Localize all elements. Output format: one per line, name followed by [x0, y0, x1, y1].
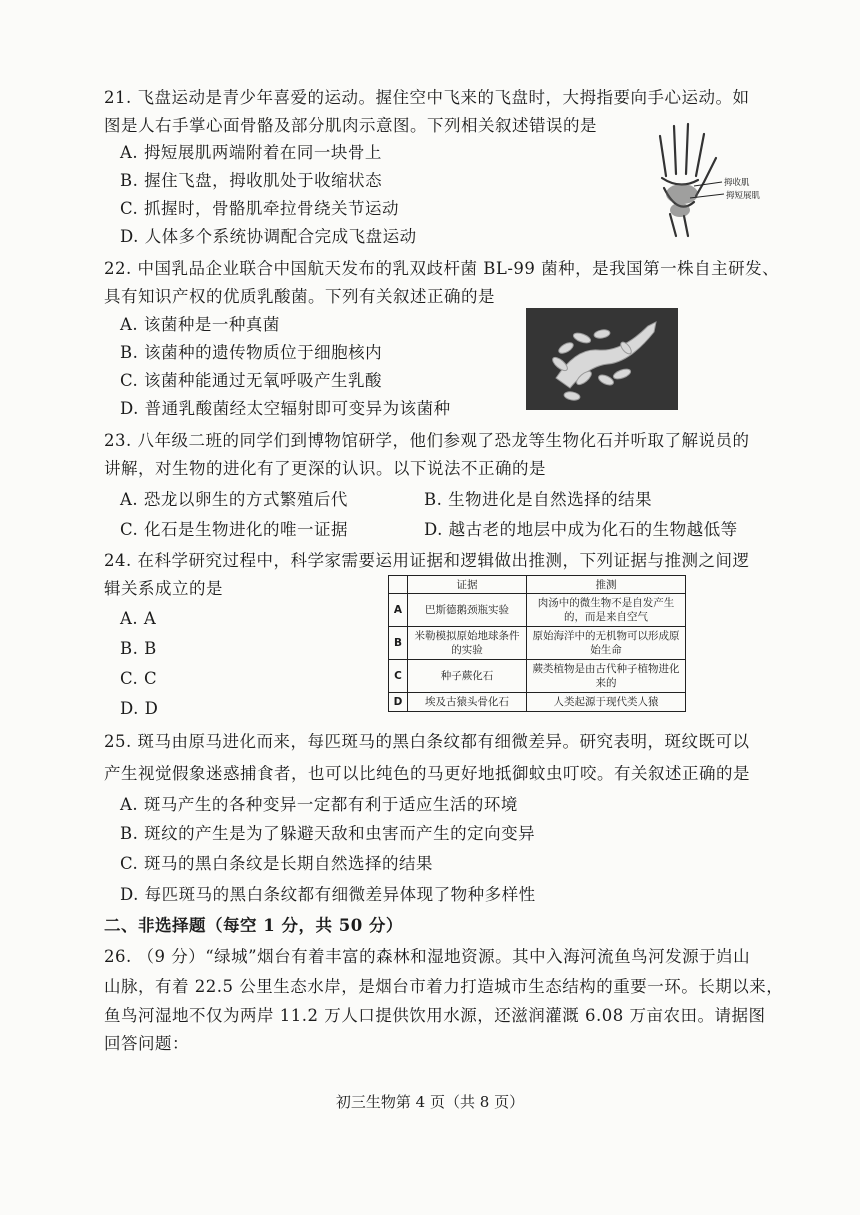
q21-stem-line2: 图是人右手掌心面骨骼及部分肌肉示意图。下列相关叙述错误的是: [104, 116, 597, 135]
q25-stem-line1: 25. 斑马由原马进化而来，每匹斑马的黑白条纹都有细微差异。研究表明，斑纹既可以: [104, 732, 750, 751]
row-evidence: 种子蕨化石: [408, 660, 527, 693]
table-row: [389, 594, 686, 627]
label-abductor-pollicis-brevis: 拇短展肌: [726, 191, 761, 201]
hand-skeleton-figure: [630, 118, 770, 240]
finger-bone-2: [674, 126, 676, 174]
q24-option-c: C. C: [120, 669, 158, 688]
row-key: B: [389, 627, 408, 660]
q26-line1: 26. （9 分）“绿城”烟台有着丰富的森林和湿地资源。其中入海河流鱼鸟河发源于岿山: [104, 947, 751, 966]
page-footer: 初三生物第 4 页（共 8 页）: [335, 1093, 525, 1111]
row-evidence: 埃及古猿头骨化石: [408, 693, 527, 712]
q23-stem-line2: 讲解，对生物的进化有了更深的认识。以下说法不正确的是: [104, 459, 546, 478]
q23-stem-line1: 23. 八年级二班的同学们到博物馆研学，他们参观了恐龙等生物化石并听取了解说员的: [104, 431, 750, 450]
row-inference: 人类起源于现代类人猿: [527, 693, 686, 712]
q22-option-c: C. 该菌种能通过无氧呼吸产生乳酸: [120, 371, 383, 390]
row-key: C: [389, 660, 408, 693]
q24-option-a: A. A: [120, 609, 157, 628]
q22-option-b: B. 该菌种的遗传物质位于细胞核内: [120, 343, 383, 362]
table-row: [389, 693, 686, 712]
row-inference: 原始海洋中的无机物可以形成原始生命: [527, 627, 686, 660]
bacteria-micrograph: [526, 308, 678, 410]
finger-bone-3: [686, 124, 688, 174]
table-header-row: [389, 576, 686, 594]
q24-stem-line1: 24. 在科学研究过程中，科学家需要运用证据和逻辑做出推测，下列证据与推测之间逻: [104, 551, 750, 570]
row-key: A: [389, 594, 408, 627]
finger-bone-1: [660, 136, 666, 176]
q26-line2: 山脉，有着 22.5 公里生态水岸，是烟台市着力打造城市生态结构的重要一环。长期以来，: [104, 977, 784, 996]
table-header-inference: 推测: [527, 576, 686, 594]
row-inference: 蕨类植物是由古代种子植物进化来的: [527, 660, 686, 693]
q25-option-c: C. 斑马的黑白条纹是长期自然选择的结果: [120, 854, 434, 873]
section2-title: 二、非选择题（每空 1 分，共 50 分）: [104, 916, 403, 935]
table-header-evidence: 证据: [408, 576, 527, 594]
q21-option-d: D. 人体多个系统协调配合完成飞盘运动: [120, 227, 417, 246]
row-evidence: 巴斯德鹅颈瓶实验: [408, 594, 527, 627]
finger-bone-4: [696, 134, 704, 176]
table-row: [389, 660, 686, 693]
q25-option-d: D. 每匹斑马的黑白条纹都有细微差异体现了物种多样性: [120, 885, 536, 904]
q23-option-d: D. 越古老的地层中成为化石的生物越低等: [424, 520, 738, 539]
q22-stem-line2: 具有知识产权的优质乳酸菌。下列有关叙述正确的是: [104, 287, 495, 306]
q22-option-d: D. 普通乳酸菌经太空辐射即可变异为该菌种: [120, 399, 451, 418]
q23-option-b: B. 生物进化是自然选择的结果: [424, 490, 653, 509]
q21-stem-line1: 21. 飞盘运动是青少年喜爱的运动。握住空中飞来的飞盘时，大拇指要向手心运动。如: [104, 88, 750, 107]
q26-line4: 回答问题：: [104, 1034, 189, 1053]
table-header-key: [389, 576, 408, 594]
q24-option-d: D. D: [120, 699, 159, 718]
row-inference: 肉汤中的微生物不是自发产生的，而是来自空气: [527, 594, 686, 627]
q25-option-b: B. 斑纹的产生是为了躲避天敌和虫害而产生的定向变异: [120, 824, 536, 843]
q21-option-a: A. 拇短展肌两端附着在同一块骨上: [120, 143, 382, 162]
q24-option-b: B. B: [120, 639, 157, 658]
q23-option-c: C. 化石是生物进化的唯一证据: [120, 520, 349, 539]
q22-option-a: A. 该菌种是一种真菌: [120, 315, 280, 334]
q22-stem-line1: 22. 中国乳品企业联合中国航天发布的乳双歧杆菌 BL-99 菌种，是我国第一株自主研发、: [104, 259, 780, 278]
row-evidence: 米勒模拟原始地球条件的实验: [408, 627, 527, 660]
q21-option-b: B. 握住飞盘，拇收肌处于收缩状态: [120, 171, 383, 190]
q24-stem-line2: 辑关系成立的是: [104, 579, 223, 598]
evidence-inference-table: [388, 575, 686, 712]
q23-option-a: A. 恐龙以卵生的方式繁殖后代: [120, 490, 348, 509]
q21-option-c: C. 抓握时，骨骼肌牵拉骨绕关节运动: [120, 199, 400, 218]
table-row: [389, 627, 686, 660]
label-adductor-pollicis: 拇收肌: [724, 178, 750, 188]
row-key: D: [389, 693, 408, 712]
q25-option-a: A. 斑马产生的各种变异一定都有利于适应生活的环境: [120, 795, 518, 814]
q26-line3: 鱼鸟河湿地不仅为两岸 11.2 万人口提供饮用水源，还滋润灌溉 6.08 万亩农田。请据图: [104, 1006, 766, 1025]
q25-stem-line2: 产生视觉假象迷惑捕食者，也可以比纯色的马更好地抵御蚊虫叮咬。有关叙述正确的是: [104, 764, 750, 783]
